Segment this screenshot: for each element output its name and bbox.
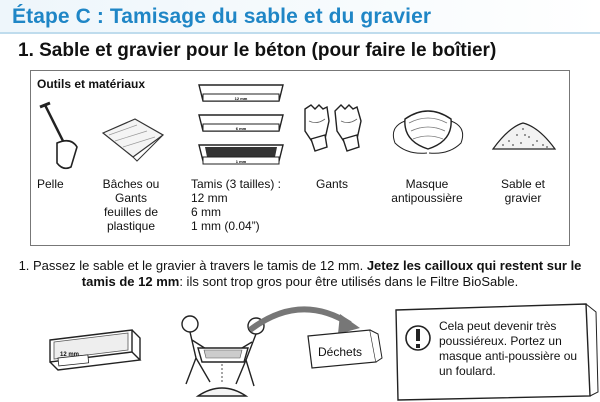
sieve-tag: 6 mm <box>235 126 247 131</box>
section-heading: 1. Sable et gravier pour le béton (pour faire le boîtier) <box>18 40 497 61</box>
tool-label-line: Tamis (3 tailles) : <box>191 177 282 191</box>
shovel-icon <box>37 101 87 173</box>
tool-label-line: feuilles de <box>103 205 159 219</box>
tool-label-line: 12 mm <box>191 191 228 205</box>
tool-gloves <box>297 97 377 247</box>
step-banner <box>0 0 600 34</box>
tool-dust-mask <box>377 97 477 247</box>
waste-label: Déchets <box>318 345 363 359</box>
banner-divider <box>0 32 600 34</box>
instruction-bold: Jetez les cailloux qui restent sur le tamis de 12 mm <box>81 258 582 289</box>
warning-text: Cela peut devenir très poussiéreux. Portez un masque anti-poussière ou un foulard. <box>439 319 578 378</box>
tool-label-line: Bâches ou <box>102 177 160 191</box>
tool-label-line: 6 mm <box>191 205 221 219</box>
warning-card <box>395 305 585 397</box>
sieve-tag: 12 mm <box>234 96 248 101</box>
materials-box <box>30 70 570 246</box>
tool-shovel <box>35 97 85 247</box>
materials-box-title: Outils et matériaux <box>37 77 146 91</box>
sand-pile-icon <box>489 105 559 161</box>
tool-tarp <box>91 97 171 247</box>
tool-sieves <box>187 77 297 247</box>
tool-label-line: Gants <box>114 191 147 205</box>
tool-label-line: 1 mm (0.04”) <box>191 219 260 233</box>
tool-label-line: Sable et <box>500 177 546 191</box>
tool-label-line: antipoussière <box>391 191 463 205</box>
gloves-icon <box>297 99 377 161</box>
tool-label: Pelle <box>37 177 64 191</box>
tarp-icon <box>97 109 167 169</box>
sieve-tray-icon <box>50 330 140 370</box>
step-title: Étape C : Tamisage du sable et du gravier <box>12 5 432 28</box>
tool-label-line: Masque <box>405 177 449 191</box>
sieves-icon <box>191 77 291 177</box>
sieve-tray-tag: 12 mm <box>60 352 80 358</box>
dust-mask-icon <box>383 97 473 167</box>
instruction-text <box>0 258 600 290</box>
tool-sand-pile <box>483 97 567 247</box>
instruction-tail: : ils sont trop gros pour être utilisés dans le Filtre BioSable. <box>179 274 519 289</box>
tool-label: Gants <box>315 177 348 191</box>
tool-label-line: plastique <box>106 219 156 233</box>
arrow-icon <box>250 309 360 334</box>
sieve-tag: 1 mm <box>235 159 247 164</box>
instruction-lead: 1. Passez le sable et le gravier à travers le tamis de 12 mm. <box>18 258 367 273</box>
tool-label-line: gravier <box>504 191 542 205</box>
